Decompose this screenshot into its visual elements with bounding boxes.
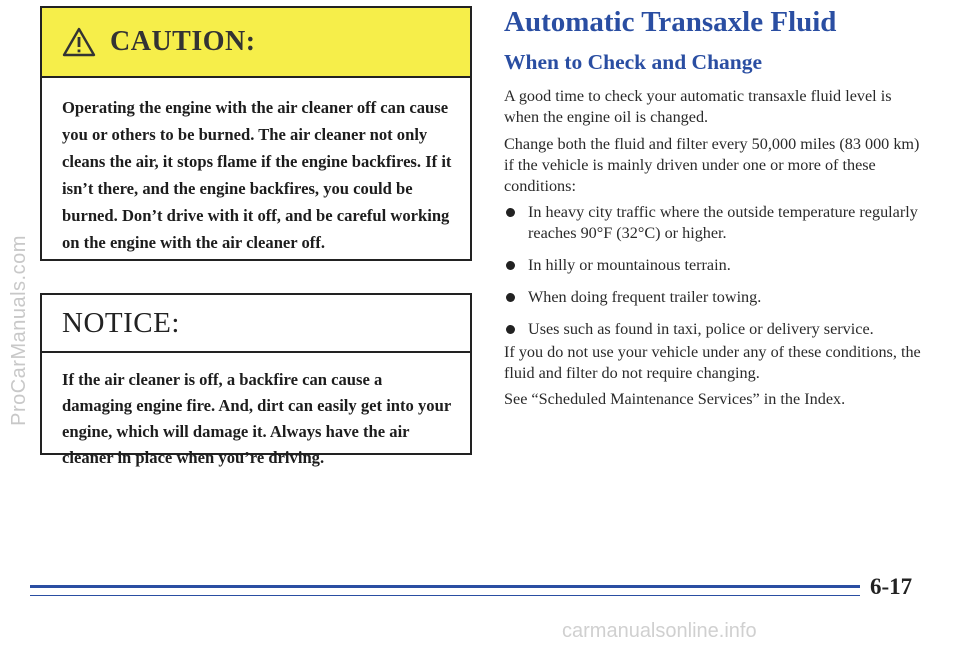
warning-triangle-icon — [62, 27, 96, 57]
paragraph-change-interval: Change both the fluid and filter every 50,000 miles (83 000 km) if the vehicle is mainly driven under one or more of these conditions: — [504, 135, 920, 195]
list-item — [504, 255, 934, 276]
paragraph-check-time: A good time to check your automatic transaxle fluid level is when the engine oil is changed. — [504, 87, 892, 126]
footer-rule-thin — [30, 595, 860, 596]
caution-title: CAUTION: — [110, 26, 256, 57]
notice-box — [40, 293, 472, 467]
notice-header — [42, 295, 470, 353]
list-item-text: In heavy city traffic where the outside temperature regularly reaches 90°F (32°C) or higher. — [528, 203, 918, 242]
list-item — [504, 319, 934, 340]
list-item — [504, 287, 934, 308]
list-item-text: When doing frequent trailer towing. — [528, 288, 762, 306]
page-title: Automatic Transaxle Fluid — [504, 6, 837, 38]
caution-text: Operating the engine with the air cleaner off can cause you or others to be burned. The air cleaner not only cleans the air, it stops flame if the engine backfires. If it isn’t there, and the engine backfires, you could be burned. Don’t drive with it off, and be careful working on the engine with the air cleaner off. — [62, 98, 452, 252]
footer-watermark: carmanualsonline.info — [562, 620, 757, 642]
section-subtitle: When to Check and Change — [504, 50, 763, 74]
bullet-icon — [506, 261, 515, 270]
list-item-text: In hilly or mountainous terrain. — [528, 256, 731, 274]
list-item — [504, 202, 934, 244]
paragraph-see-index: See “Scheduled Maintenance Services” in the Index. — [504, 390, 846, 408]
paragraph-no-change: If you do not use your vehicle under any of these conditions, the fluid and filter do not require changing. — [504, 343, 921, 382]
page-number: 6-17 — [870, 574, 913, 599]
caution-header — [42, 8, 470, 78]
bullet-icon — [506, 325, 515, 334]
notice-text: If the air cleaner is off, a backfire can cause a damaging engine fire. And, dirt can easily get into your engine, which will damage it. Always have the air cleaner in place when you’re driving. — [62, 370, 451, 467]
bullet-icon — [506, 293, 515, 302]
notice-title: NOTICE: — [62, 306, 180, 339]
side-watermark — [6, 70, 32, 590]
side-watermark-text: ProCarManuals.com — [7, 234, 30, 426]
caution-box — [40, 6, 472, 261]
conditions-list — [504, 202, 934, 351]
footer-rule-thick — [30, 585, 860, 588]
list-item-text: Uses such as found in taxi, police or delivery service. — [528, 320, 874, 338]
bullet-icon — [506, 208, 515, 217]
